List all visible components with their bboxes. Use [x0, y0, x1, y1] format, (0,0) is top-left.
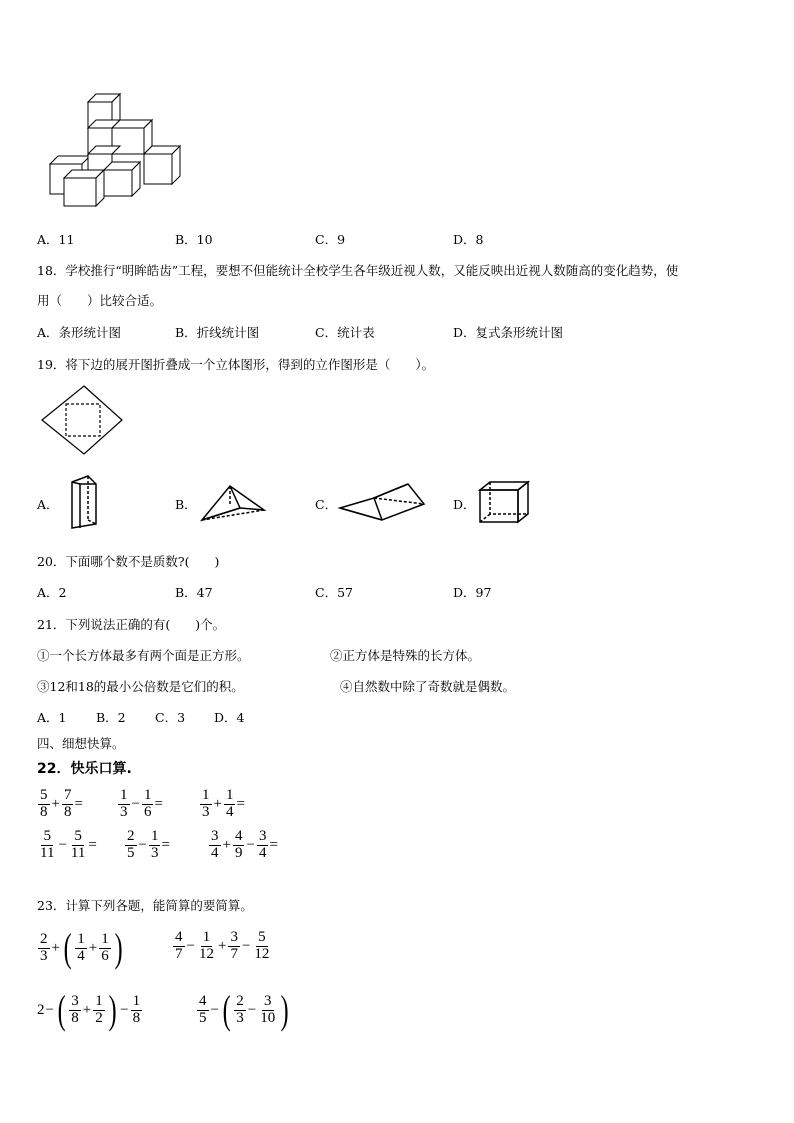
- q23-expr-1: $\frac{2}{3}$ + ( $\frac{1}{4}$ + $\frac{1}{6}$ ): [40, 925, 123, 970]
- q18-option-d: D．复式条形统计图: [453, 325, 564, 340]
- q21-statement-3: ③12和18的最小公倍数是它们的积。: [37, 679, 244, 694]
- q22-title: 22．快乐口算.: [37, 761, 132, 777]
- triangular-prism-flat-icon: [338, 480, 428, 522]
- triangular-prism-tall-icon: [66, 472, 106, 530]
- q19-label-b: B．: [175, 497, 197, 512]
- q21-option-d: D．4: [214, 710, 245, 725]
- q21-statement-1: ①一个长方体最多有两个面是正方形。: [37, 648, 250, 663]
- q22-expr-6: $\frac{3}{4}$ + $\frac{4}{9}$ − $\frac{3}{4}$ =: [211, 828, 278, 861]
- q22-expr-4: $\frac{5}{11}$ − $\frac{5}{11}$ =: [40, 828, 97, 861]
- q18-text-line2: 用（ ）比较合适。: [37, 293, 163, 308]
- q21-option-c: C．3: [155, 710, 186, 725]
- q21-option-a: A．1: [37, 710, 67, 725]
- q17-option-a: A．11: [37, 232, 75, 247]
- q20-option-d: D．97: [453, 585, 492, 600]
- q22-expr-1: $\frac{5}{8}$ + $\frac{7}{8}$ =: [40, 787, 83, 820]
- q18-option-c: C．统计表: [315, 325, 375, 340]
- q17-option-c: C．9: [315, 232, 346, 247]
- q23-expr-3: 2 − ( $\frac{3}{8}$ + $\frac{1}{2}$ ) − $\frac{1}{8}$: [37, 987, 141, 1032]
- q18-text-line1: 18．学校推行“明眸皓齿”工程，要想不但能统计全校学生各年级近视人数，又能反映出近视人数随高的变化趋势，使: [37, 263, 679, 278]
- q19-text: 19．将下边的展开图折叠成一个立体图形，得到的立作图形是（ ）。: [37, 357, 435, 372]
- q23-expr-4: $\frac{4}{5}$ − ( $\frac{2}{3}$ − $\frac{3}{10}$ ): [199, 987, 289, 1032]
- q17-option-b: B．10: [175, 232, 213, 247]
- q20-option-a: A．2: [37, 585, 67, 600]
- q19-label-c: C．: [315, 497, 338, 512]
- q19-label-a: A．: [37, 497, 59, 512]
- q23-expr-2: $\frac{4}{7}$ − $\frac{1}{12}$ + $\frac{3}{7}$ − $\frac{5}{12}$: [175, 929, 270, 962]
- q23-title: 23．计算下列各题，能简算的要简算。: [37, 898, 253, 913]
- q20-text: 20．下面哪个数不是质数?( ): [37, 554, 220, 569]
- q17-option-d: D．8: [453, 232, 484, 247]
- q20-option-c: C．57: [315, 585, 353, 600]
- pyramid-icon: [200, 484, 266, 524]
- q20-option-b: B．47: [175, 585, 213, 600]
- q21-statement-2: ②正方体是特殊的长方体。: [330, 648, 481, 663]
- net-figure: [40, 384, 124, 456]
- q22-expr-3: $\frac{1}{3}$ + $\frac{1}{4}$ =: [202, 787, 245, 820]
- q21-text: 21．下列说法正确的有( )个。: [37, 617, 226, 632]
- cube-icon: [478, 480, 530, 524]
- q18-option-b: B．折线统计图: [175, 325, 260, 340]
- q18-option-a: A．条形统计图: [37, 325, 122, 340]
- section-heading: 四、细想快算。: [37, 736, 125, 751]
- q19-label-d: D．: [453, 497, 476, 512]
- q22-expr-5: $\frac{2}{5}$ − $\frac{1}{3}$ =: [127, 828, 170, 861]
- q22-expr-2: $\frac{1}{3}$ − $\frac{1}{6}$ =: [120, 787, 163, 820]
- q21-statement-4: ④自然数中除了奇数就是偶数。: [340, 679, 516, 694]
- cube-stack-figure: [44, 92, 184, 210]
- q21-option-b: B．2: [96, 710, 126, 725]
